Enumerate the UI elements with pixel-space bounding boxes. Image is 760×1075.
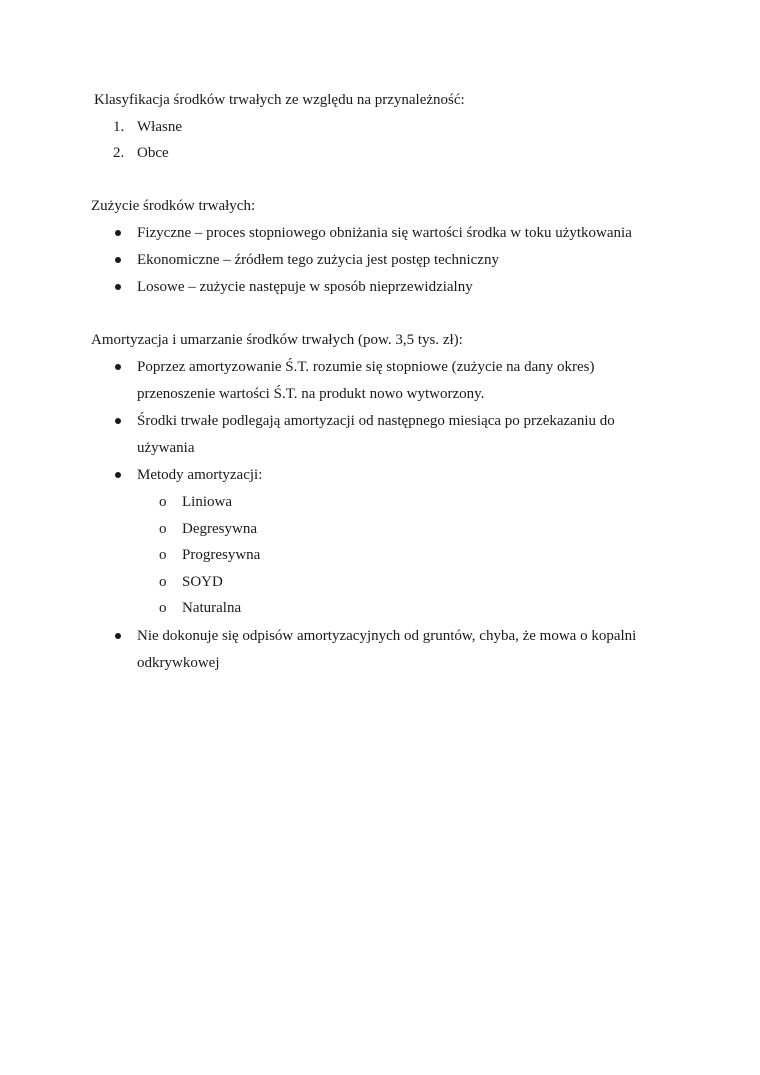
bullet-item-physical: Fizyczne – proces stopniowego obniżania się wartości środka w toku użytkowania xyxy=(137,225,632,241)
numbered-item-1: Własne xyxy=(137,119,182,135)
sub-item-progressive: Progresywna xyxy=(182,547,261,563)
numbered-marker-1: 1. xyxy=(113,119,125,135)
bullet-icon xyxy=(115,230,121,236)
sub-item-degressive: Degresywna xyxy=(182,521,257,537)
circle-bullet-icon: o xyxy=(159,574,167,590)
section1-heading: Klasyfikacja środków trwałych ze względu na przynależność: xyxy=(94,92,465,108)
bullet-icon xyxy=(115,633,121,639)
bullet-item-random: Losowe – zużycie następuje w sposób nieprzewidzialny xyxy=(137,279,473,295)
bullet-icon xyxy=(115,364,121,370)
sub-item-linear: Liniowa xyxy=(182,494,232,510)
numbered-item-2: Obce xyxy=(137,145,169,161)
bullet-item-amortization-line1: Poprzez amortyzowanie Ś.T. rozumie się stopniowe (zużycie na dany okres) xyxy=(137,359,595,375)
bullet-item-subject-line1: Środki trwałe podlegają amortyzacji od następnego miesiąca po przekazaniu do xyxy=(137,413,615,429)
bullet-item-economic: Ekonomiczne – źródłem tego zużycia jest postęp techniczny xyxy=(137,252,499,268)
circle-bullet-icon: o xyxy=(159,521,167,537)
bullet-item-land-line2: odkrywkowej xyxy=(137,655,220,671)
circle-bullet-icon: o xyxy=(159,547,167,563)
section3-heading: Amortyzacja i umarzanie środków trwałych (pow. 3,5 tys. zł): xyxy=(91,332,463,348)
bullet-icon xyxy=(115,257,121,263)
bullet-icon xyxy=(115,284,121,290)
sub-item-soyd: SOYD xyxy=(182,574,223,590)
bullet-icon xyxy=(115,472,121,478)
bullet-item-subject-line2: używania xyxy=(137,440,195,456)
circle-bullet-icon: o xyxy=(159,600,167,616)
bullet-item-land-line1: Nie dokonuje się odpisów amortyzacyjnych od gruntów, chyba, że mowa o kopalni xyxy=(137,628,637,644)
bullet-item-amortization-line2: przenoszenie wartości Ś.T. na produkt nowo wytworzony. xyxy=(137,386,485,402)
sub-item-natural: Naturalna xyxy=(182,600,242,616)
circle-bullet-icon: o xyxy=(159,494,167,510)
section2-heading: Zużycie środków trwałych: xyxy=(91,198,256,214)
bullet-icon xyxy=(115,418,121,424)
numbered-marker-2: 2. xyxy=(113,145,125,161)
bullet-item-methods: Metody amortyzacji: xyxy=(137,467,263,483)
